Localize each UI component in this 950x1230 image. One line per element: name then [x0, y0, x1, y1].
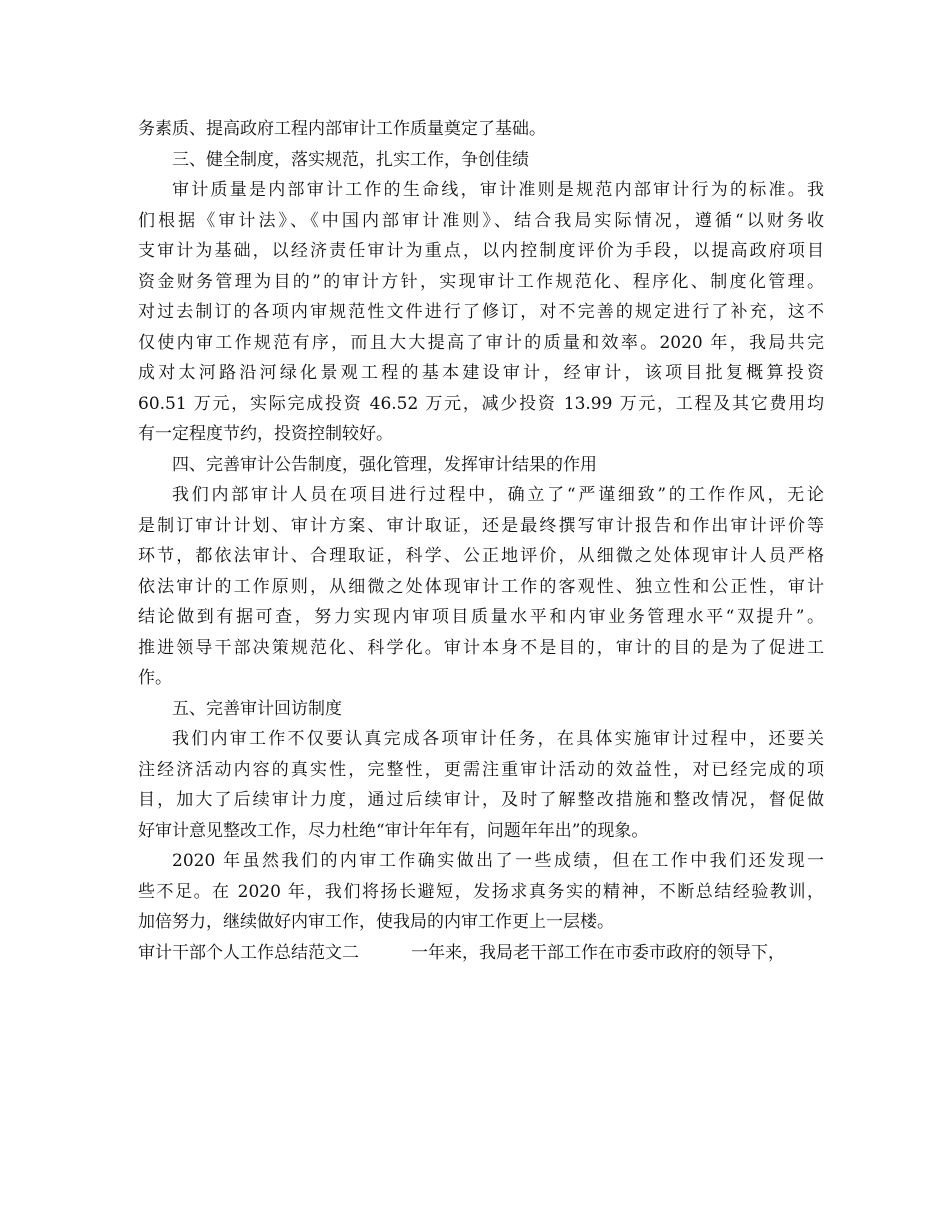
text-line: 支审计为基础，以经济责任审计为重点，以内控制度评价为手段，以提高政府项目: [138, 241, 824, 261]
next-article-text: 一年来，我局老干部工作在市委市政府的领导下，: [411, 942, 785, 963]
text-line: 目，加大了后续审计力度，通过后续审计，及时了解整改措施和整改情况，督促做: [138, 790, 824, 810]
next-article-title: 审计干部个人工作总结范文二: [138, 942, 359, 963]
text-line: 60.51 万元，实际完成投资 46.52 万元，减少投资 13.99 万元，工程及其它费用均: [138, 393, 824, 414]
text-line: 仅使内审工作规范有序，而且大大提高了审计的质量和效率。2020 年，我局共完: [138, 332, 824, 353]
text-line: 环节，都依法审计、合理取证，科学、公正地评价，从细微之处体现审计人员严格: [138, 546, 824, 566]
text-line: 作。: [138, 668, 172, 688]
text-line: 资金财务管理为目的”的审计方针，实现审计工作规范化、程序化、制度化管理。: [138, 271, 824, 292]
text-line: 注经济活动内容的真实性，完整性，更需注重审计活动的效益性，对已经完成的项: [138, 759, 824, 780]
section-heading: 五、完善审计回访制度: [172, 698, 342, 719]
text-line: 成对太河路沿河绿化景观工程的基本建设审计，经审计，该项目批复概算投资: [138, 363, 824, 383]
text-line: 有一定程度节约，投资控制较好。: [138, 424, 393, 444]
section-heading: 四、完善审计公告制度，强化管理，发挥审计结果的作用: [172, 454, 597, 475]
text-line: 推进领导干部决策规范化、科学化。审计本身不是目的，审计的目的是为了促进工: [138, 637, 824, 658]
text-line: 加倍努力，继续做好内审工作，使我局的内审工作更上一层楼。: [138, 912, 614, 932]
text-line: 是制订审计计划、审计方案、审计取证，还是最终撰写审计报告和作出审计评价等: [138, 515, 824, 536]
next-article-line: [138, 938, 824, 969]
text-line: 务素质、提高政府工程内部审计工作质量奠定了基础。: [138, 119, 546, 139]
text-line: 好审计意见整改工作，尽力杜绝“审计年年有，问题年年出”的现象。: [138, 820, 649, 841]
text-line: 我们内审工作不仅要认真完成各项审计任务，在具体实施审计过程中，还要关: [172, 729, 824, 749]
text-line: 2020 年虽然我们的内审工作确实做出了一些成绩，但在工作中我们还发现一: [172, 851, 824, 871]
text-line: 结论做到有据可查，努力实现内审项目质量水平和内审业务管理水平“双提升”。: [138, 607, 824, 627]
text-line: 我们内部审计人员在项目进行过程中，确立了“严谨细致”的工作作风，无论: [172, 485, 824, 505]
text-line: 依法审计的工作原则，从细微之处体现审计工作的客观性、独立性和公正性，审计: [138, 576, 824, 597]
text-line: 审计质量是内部审计工作的生命线，审计准则是规范内部审计行为的标准。我: [172, 180, 824, 200]
text-line: 些不足。在 2020 年，我们将扬长避短，发扬求真务实的精神，不断总结经验教训，: [138, 881, 824, 902]
text-line: 们根据《审计法》、《中国内部审计准则》、结合我局实际情况，遵循“以财务收: [138, 210, 824, 231]
text-line: 对过去制订的各项内审规范性文件进行了修订，对不完善的规定进行了补充，这不: [138, 302, 824, 322]
document-body: [138, 114, 824, 968]
section-heading: 三、健全制度，落实规范，扎实工作，争创佳绩: [172, 149, 529, 170]
